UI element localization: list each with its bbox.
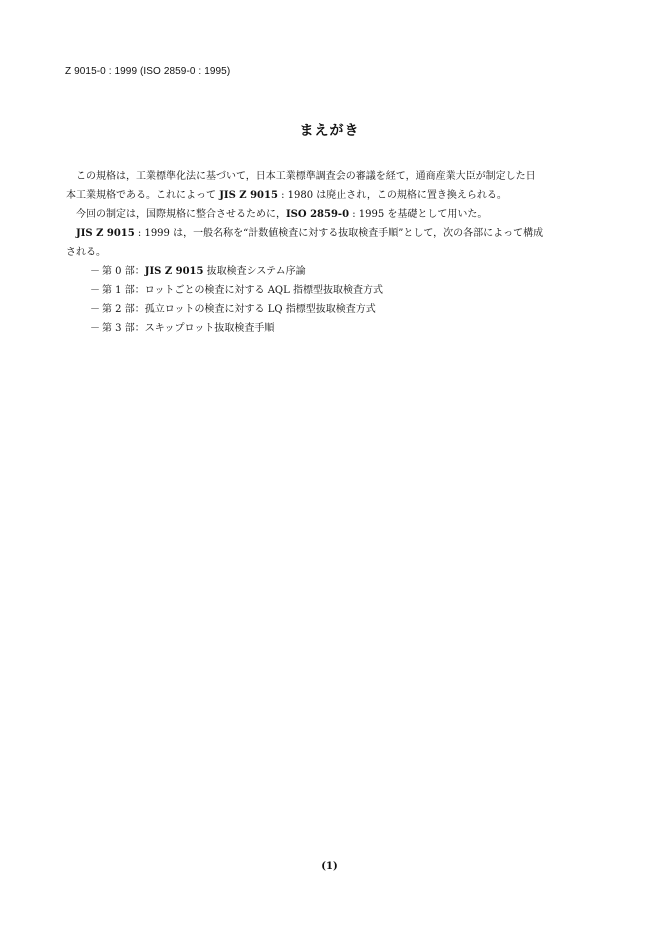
standard-reference: JIS Z 9015 <box>76 228 135 239</box>
paragraph-text: 本工業規格である。これによって <box>66 190 216 201</box>
paragraph-text: 今回の制定は，国際規格に整合させるために， <box>76 209 286 220</box>
paragraph-line <box>66 224 596 243</box>
dash-marker: － <box>90 304 100 315</box>
part-number: 第 1 部： <box>102 285 145 296</box>
standard-reference: JIS Z 9015 <box>144 266 204 277</box>
dash-marker: － <box>90 323 100 334</box>
dash-marker: － <box>90 285 100 296</box>
dash-marker: － <box>90 266 100 277</box>
paragraph-text: : 1995 を基礎として用いた。 <box>349 209 488 220</box>
list-item <box>90 319 383 338</box>
part-number: 第 0 部： <box>102 266 145 277</box>
standard-reference: JIS Z 9015 <box>219 190 278 201</box>
paragraph-text: される。 <box>66 247 106 258</box>
paragraph-line <box>66 205 596 224</box>
part-number: 第 2 部： <box>102 304 145 315</box>
paragraph-text: : 1980 は廃止され，この規格に置き換えられる。 <box>277 190 507 201</box>
paragraph-line <box>66 167 596 186</box>
list-item <box>90 300 383 319</box>
paragraph-text: : 1999 は，一般名称を“計数値検査に対する抜取検査手順”として，次の各部によって構成 <box>134 228 544 239</box>
paragraph-structure <box>66 224 596 262</box>
paragraph-text: この規格は，工業標準化法に基づいて，日本工業標準調査会の審議を経て，通商産業大臣が制定した日 <box>76 171 536 182</box>
list-item <box>90 281 383 300</box>
page-number: (1) <box>321 861 338 872</box>
part-number: 第 3 部： <box>102 323 145 334</box>
part-title: スキップロット抜取検査手順 <box>144 323 275 334</box>
page-title: まえがき <box>299 123 360 139</box>
paragraph-line <box>66 243 596 262</box>
part-title: ロットごとの検査に対する AQL 指標型抜取検査方式 <box>144 285 383 296</box>
part-title: 孤立ロットの検査に対する LQ 指標型抜取検査方式 <box>144 304 376 315</box>
document-number: Z 9015-0 : 1999 (ISO 2859-0 : 1995) <box>65 66 231 77</box>
list-item <box>90 262 383 281</box>
parts-list <box>90 262 383 338</box>
paragraph-basis <box>66 205 596 224</box>
paragraph-line <box>66 186 596 205</box>
part-title: 抜取検査システム序論 <box>203 266 306 277</box>
standard-reference: ISO 2859-0 <box>286 209 350 220</box>
paragraph-enactment <box>66 167 596 205</box>
